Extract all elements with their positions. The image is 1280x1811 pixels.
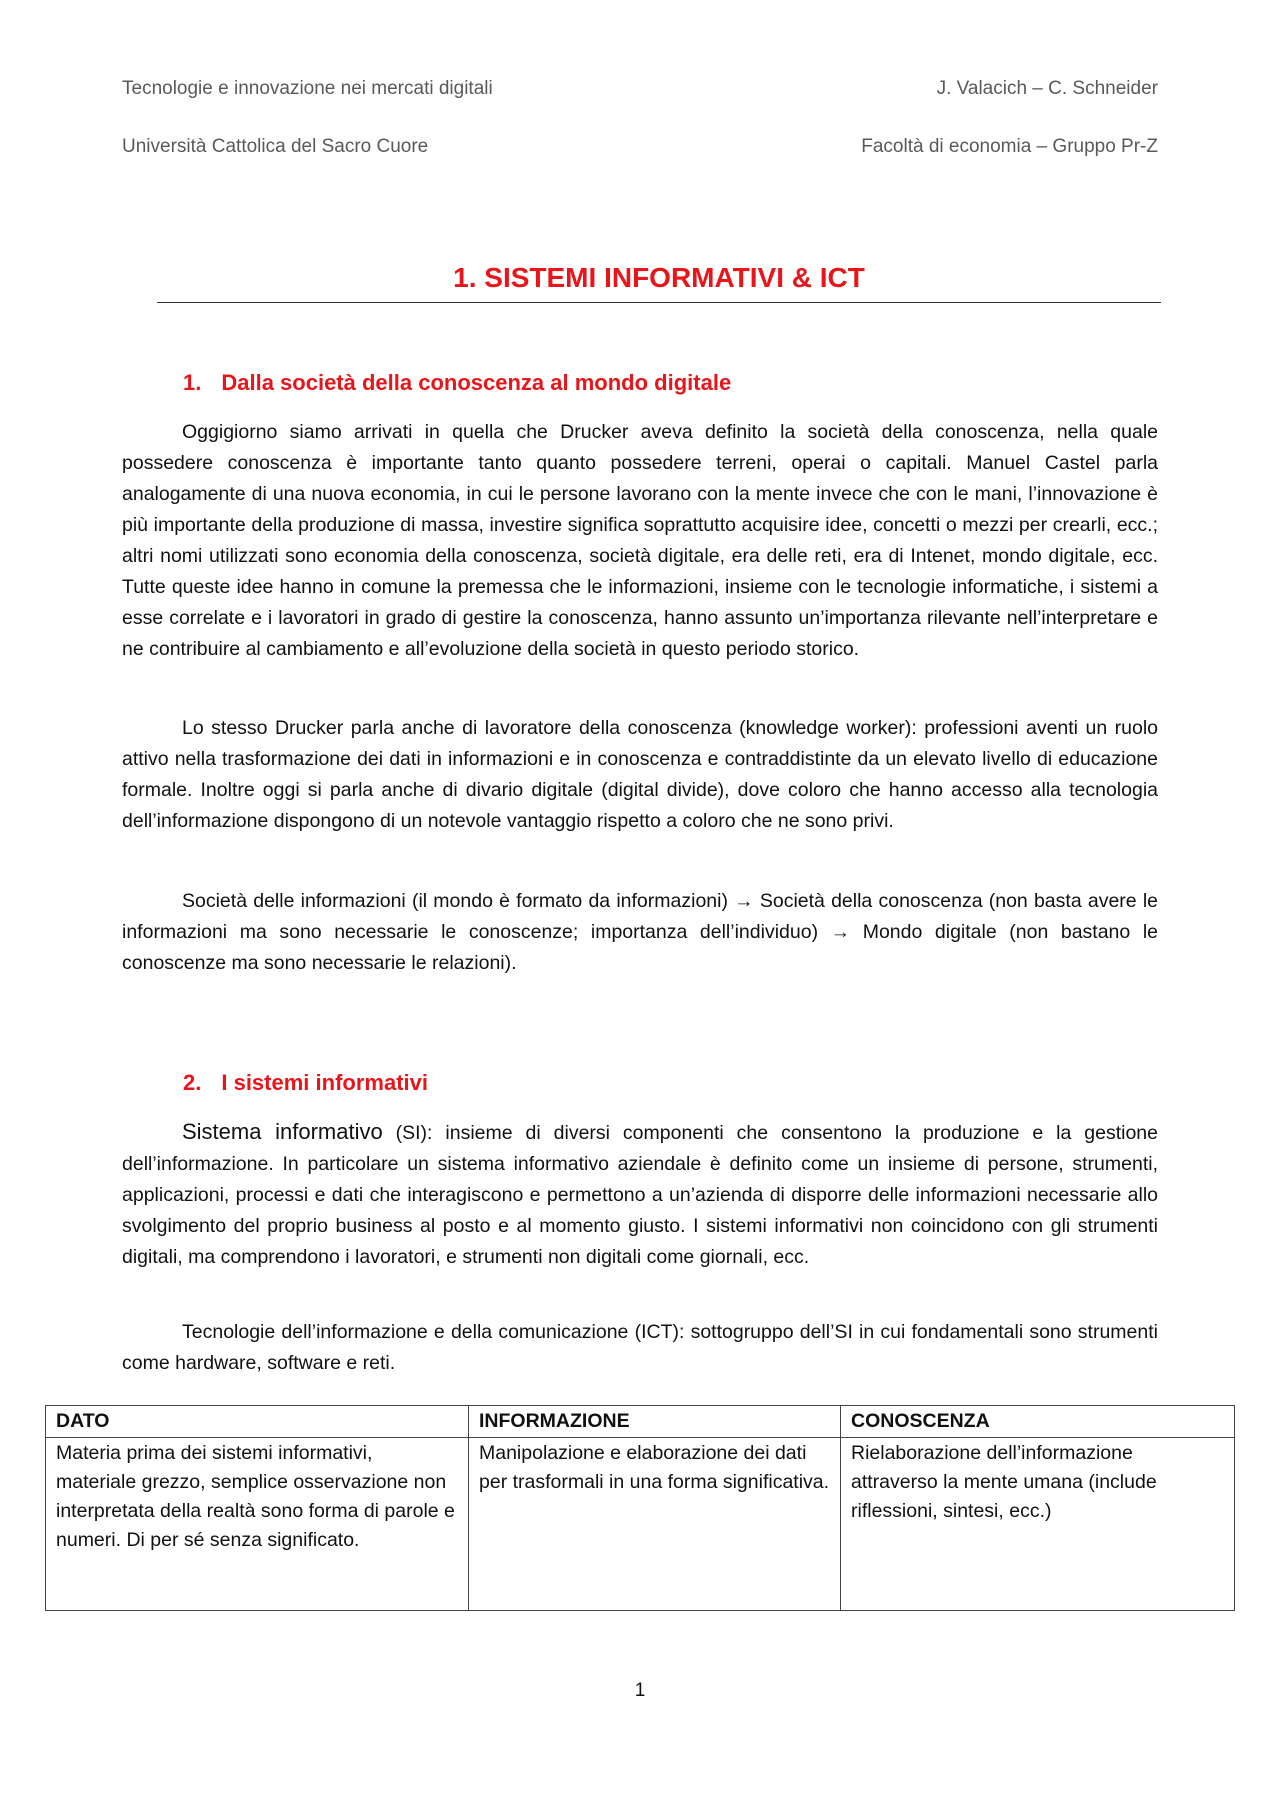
table-row bbox=[46, 1438, 1235, 1611]
table-header-cell: INFORMAZIONE bbox=[469, 1406, 841, 1438]
course-title: Tecnologie e innovazione nei mercati digitali bbox=[122, 78, 493, 99]
paragraph-text: Tecnologie dell’informazione e della comunicazione (ICT): sottogruppo dell’SI in cui fondamentali sono strumenti come hardware, software e reti. bbox=[122, 1321, 1158, 1374]
university-name: Università Cattolica del Sacro Cuore bbox=[122, 136, 429, 157]
section-title: Dalla società della conoscenza al mondo digitale bbox=[221, 370, 732, 395]
paragraph bbox=[122, 1317, 1158, 1379]
section-title: I sistemi informativi bbox=[221, 1070, 428, 1095]
page-header-row-2 bbox=[122, 136, 1158, 158]
paragraph-text: Oggigiorno siamo arrivati in quella che Drucker aveva definito la società della conoscenza, nella quale possedere conoscenza è importante tanto quanto possedere terreni, operai o capitali. Manuel Castel parla analogamente di una nuova economia, in cui le persone lavorano con la mente invece che con le mani, l’innovazione è più importante della produzione di massa, investire significa soprattutto acquisire idee, concetti o mezzi per crearli, ecc.; altri nomi utilizzati sono economia della conoscenza, società digitale, era delle reti, era di Intenet, mondo digitale, ecc. Tutte queste idee hanno in comune la premessa che le informazioni, insieme con le tecnologie informatiche, i sistemi a esse correlate e i lavoratori in grado di gestire la conoscenza, hanno assunto un’importanza rilevante nell’interpretare e ne contribuire al cambiamento e all’evoluzione della società in questo periodo storico. bbox=[122, 421, 1158, 660]
section-heading-1 bbox=[183, 370, 1158, 396]
paragraph bbox=[122, 417, 1158, 665]
page-header-row-1 bbox=[122, 78, 1158, 100]
table-header-cell: CONOSCENZA bbox=[841, 1406, 1235, 1438]
section-number: 1. bbox=[183, 370, 202, 395]
defined-term: Sistema informativo bbox=[182, 1119, 383, 1144]
section-heading-2 bbox=[183, 1070, 1158, 1096]
paragraph bbox=[122, 713, 1158, 837]
paragraph bbox=[122, 1116, 1158, 1273]
paragraph-text: Lo stesso Drucker parla anche di lavoratore della conoscenza (knowledge worker): professioni aventi un ruolo attivo nella trasformazione dei dati in informazioni e in conoscenza e contraddistinte da un elevato livello di educazione formale. Inoltre oggi si parla anche di divario digitale (digital divide), dove coloro che hanno accesso alla tecnologia dell’informazione dispongono di un notevole vantaggio rispetto a coloro che ne sono privi. bbox=[122, 717, 1158, 832]
table-header-cell: DATO bbox=[46, 1406, 469, 1438]
paragraph-text: Società delle informazioni (il mondo è formato da informazioni) → Società della conoscenza (non basta avere le informazioni ma sono necessarie le conoscenze; importanza dell’individuo) → Mondo digitale (non bastano le conoscenze ma sono necessarie le relazioni). bbox=[122, 890, 1158, 974]
section-number: 2. bbox=[183, 1070, 202, 1095]
faculty-name: Facoltà di economia – Gruppo Pr-Z bbox=[861, 136, 1158, 157]
paragraph-text: (SI): insieme di diversi componenti che consentono la produzione e la gestione dell’informazione. In particolare un sistema informativo aziendale è definito come un insieme di persone, strumenti, applicazioni, processi e dati che interagiscono e permettono a un’azienda di disporre delle informazioni necessarie allo svolgimento del proprio business al posto e al momento giusto. I sistemi informativi non coincidono con gli strumenti digitali, ma comprendono i lavoratori, e strumenti non digitali come giornali, ecc. bbox=[122, 1122, 1158, 1268]
table-cell: Rielaborazione dell’informazione attraverso la mente umana (include riflessioni, sintesi, ecc.) bbox=[841, 1438, 1235, 1611]
chapter-title: 1. SISTEMI INFORMATIVI & ICT bbox=[157, 258, 1161, 303]
page-number: 1 bbox=[634, 1680, 646, 1701]
table-header-row bbox=[46, 1406, 1235, 1438]
authors: J. Valacich – C. Schneider bbox=[936, 78, 1158, 99]
table-cell: Manipolazione e elaborazione dei dati per trasformali in una forma significativa. bbox=[469, 1438, 841, 1611]
table-cell: Materia prima dei sistemi informativi, materiale grezzo, semplice osservazione non interpretata della realtà sono forma di parole e numeri. Di per sé senza significato. bbox=[46, 1438, 469, 1611]
dato-informazione-conoscenza-table bbox=[45, 1405, 1235, 1611]
paragraph bbox=[122, 886, 1158, 979]
